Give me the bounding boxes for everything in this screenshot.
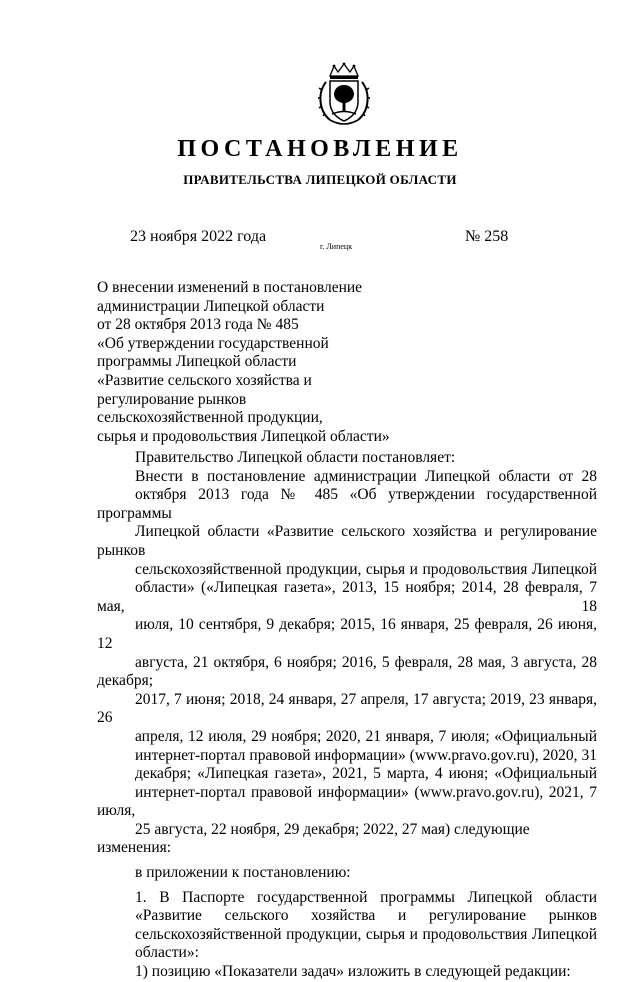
paragraph-line: области»: bbox=[135, 944, 199, 962]
paragraph-line: Внести в постановление администрации Липецкой области от 28 bbox=[135, 467, 597, 485]
paragraph-line: 25 августа, 22 ноября, 29 декабря; 2022, 27 мая) следующие изменения: bbox=[97, 820, 530, 857]
paragraph-line: июля, 10 сентября, 9 декабря; 2015, 16 января, 25 февраля, 26 июня, 12 bbox=[97, 616, 597, 652]
paragraph-line: области» («Липецкая газета», 2013, 15 ноября; 2014, 28 февраля, 7 мая, 18 bbox=[97, 579, 597, 615]
item-1-sub-paragraph: 1) позицию «Показатели задач» изложить в следующей редакции: bbox=[135, 963, 571, 981]
appendix-paragraph: в приложении к постановлению: bbox=[135, 864, 351, 882]
coat-of-arms-icon bbox=[316, 62, 372, 128]
paragraph-line: сельскохозяйственной продукции, сырья и продовольствия Липецкой bbox=[135, 560, 597, 578]
subject-line: программы Липецкой области bbox=[97, 353, 297, 371]
paragraph-line: интернет-портал правовой информации» (www.pravo.gov.ru), 2021, 7 июля, bbox=[97, 783, 597, 820]
paragraph-line: декабря; «Липецкая газета», 2021, 5 марта, 4 июня; «Официальный bbox=[135, 765, 597, 783]
document-number: № 258 bbox=[465, 228, 509, 245]
paragraph-line: сельскохозяйственной продукции, сырья и продовольствия Липецкой bbox=[135, 925, 597, 943]
paragraph-line: Липецкой области «Развитие сельского хозяйства и регулирование рынков bbox=[97, 523, 597, 559]
paragraph-line: «Развитие сельского хозяйства и регулирование рынков bbox=[135, 907, 597, 925]
subject-line: «Развитие сельского хозяйства и bbox=[97, 371, 312, 389]
paragraph-line: 1. В Паспорте государственной программы Липецкой области bbox=[135, 888, 597, 906]
subject-line: «Об утверждении государственной bbox=[97, 334, 329, 352]
paragraph-line: апреля, 12 июля, 29 ноября; 2020, 21 января, 7 июля; «Официальный bbox=[135, 727, 597, 745]
document-body bbox=[97, 449, 597, 982]
subject-line: сырья и продовольствия Липецкой области» bbox=[97, 427, 390, 445]
page-subtitle: ПРАВИТЕЛЬСТВА ЛИПЕЦКОЙ ОБЛАСТИ bbox=[183, 172, 457, 187]
document-city: г. Липецк bbox=[320, 242, 353, 251]
paragraph-line: августа, 21 октября, 6 ноября; 2016, 5 февраля, 28 мая, 3 августа, 28 декабря; bbox=[97, 653, 597, 690]
document-date: 23 ноября 2022 года bbox=[130, 228, 267, 245]
paragraph-line: интернет-портал правовой информации» (www.pravo.gov.ru), 2020, 31 bbox=[135, 746, 597, 764]
document-subject bbox=[97, 279, 417, 446]
page-title: ПОСТАНОВЛЕНИЕ bbox=[177, 136, 463, 162]
subject-line: регулирование рынков bbox=[97, 390, 247, 408]
intro-paragraph: Правительство Липецкой области постановляет: bbox=[135, 449, 456, 466]
paragraph-line: октября 2013 года № 485 «Об утверждении государственной программы bbox=[97, 486, 597, 522]
item-1-paragraph bbox=[97, 889, 597, 963]
subject-line: О внесении изменений в постановление bbox=[97, 279, 363, 296]
main-paragraph bbox=[97, 468, 597, 858]
subject-line: сельскохозяйственной продукции, bbox=[97, 409, 323, 427]
paragraph-line: 2017, 7 июня; 2018, 24 января, 27 апреля, 17 августа; 2019, 23 января, 26 bbox=[97, 690, 597, 727]
subject-line: от 28 октября 2013 года № 485 bbox=[97, 316, 299, 334]
subject-line: администрации Липецкой области bbox=[97, 297, 325, 315]
